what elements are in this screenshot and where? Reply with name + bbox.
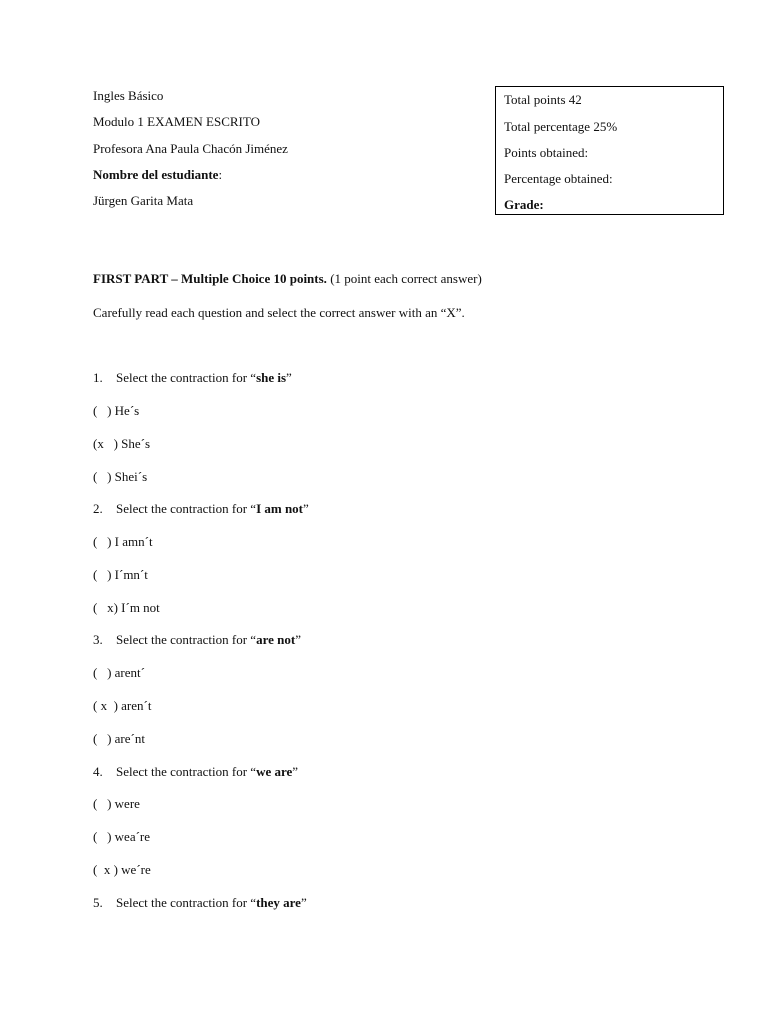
module-title: Modulo 1 EXAMEN ESCRITO	[93, 114, 260, 129]
grade-label: Grade:	[504, 197, 544, 212]
question-5	[93, 895, 307, 911]
student-label-line	[93, 167, 222, 183]
question-prompt: Select the contraction for “	[116, 632, 257, 647]
question-term: we are	[256, 764, 293, 779]
option-3c: ( ) are´nt	[93, 731, 145, 746]
teacher-name: Profesora Ana Paula Chacón Jiménez	[93, 141, 288, 156]
question-term: are not	[256, 632, 296, 647]
question-term: they are	[256, 895, 301, 910]
student-label-colon: :	[218, 167, 223, 182]
question-number: 2.	[93, 501, 103, 516]
question-3	[93, 632, 301, 648]
option-2b: ( ) I´mn´t	[93, 567, 148, 582]
question-prompt: Select the contraction for “	[116, 764, 257, 779]
section-title-bold: FIRST PART – Multiple Choice 10 points.	[93, 271, 327, 286]
section-instructions: Carefully read each question and select the correct answer with an “X”.	[93, 305, 465, 320]
question-term: she is	[256, 370, 287, 385]
percentage-obtained: Percentage obtained:	[504, 171, 613, 186]
question-4	[93, 764, 298, 780]
question-quote-close: ”	[295, 632, 301, 647]
question-quote-close: ”	[286, 370, 292, 385]
option-1a: ( ) He´s	[93, 403, 140, 418]
option-2a: ( ) I amn´t	[93, 534, 153, 549]
student-name: Jürgen Garita Mata	[93, 193, 194, 208]
question-prompt: Select the contraction for “	[116, 370, 257, 385]
question-quote-close: ”	[292, 764, 299, 779]
question-prompt: Select the contraction for “	[116, 895, 257, 910]
question-quote-close: ”	[303, 501, 309, 516]
section-title	[93, 271, 482, 287]
question-number: 4.	[93, 764, 103, 779]
question-1	[93, 370, 292, 386]
option-4a: ( ) were	[93, 796, 140, 811]
option-1b: (x ) She´s	[93, 436, 151, 451]
option-4c: ( x ) we´re	[93, 862, 151, 877]
option-4b: ( ) wea´re	[93, 829, 151, 844]
student-label: Nombre del estudiante	[93, 167, 219, 182]
question-number: 1.	[93, 370, 103, 385]
question-term: I am not	[256, 501, 304, 516]
section-title-note: (1 point each correct answer)	[326, 271, 482, 286]
question-prompt: Select the contraction for “	[116, 501, 257, 516]
question-number: 5.	[93, 895, 103, 910]
course-title: Ingles Básico	[93, 88, 164, 103]
option-2c: ( x) I´m not	[93, 600, 160, 615]
option-3b: ( x ) aren´t	[93, 698, 152, 713]
total-percentage: Total percentage 25%	[504, 119, 618, 134]
question-number: 3.	[93, 632, 103, 647]
score-box	[495, 86, 724, 215]
question-quote-close: ”	[300, 895, 307, 910]
option-3a: ( ) arent´	[93, 665, 145, 680]
total-points: Total points 42	[504, 92, 582, 107]
question-2	[93, 501, 309, 517]
points-obtained: Points obtained:	[504, 145, 589, 160]
option-1c: ( ) Shei´s	[93, 469, 148, 484]
